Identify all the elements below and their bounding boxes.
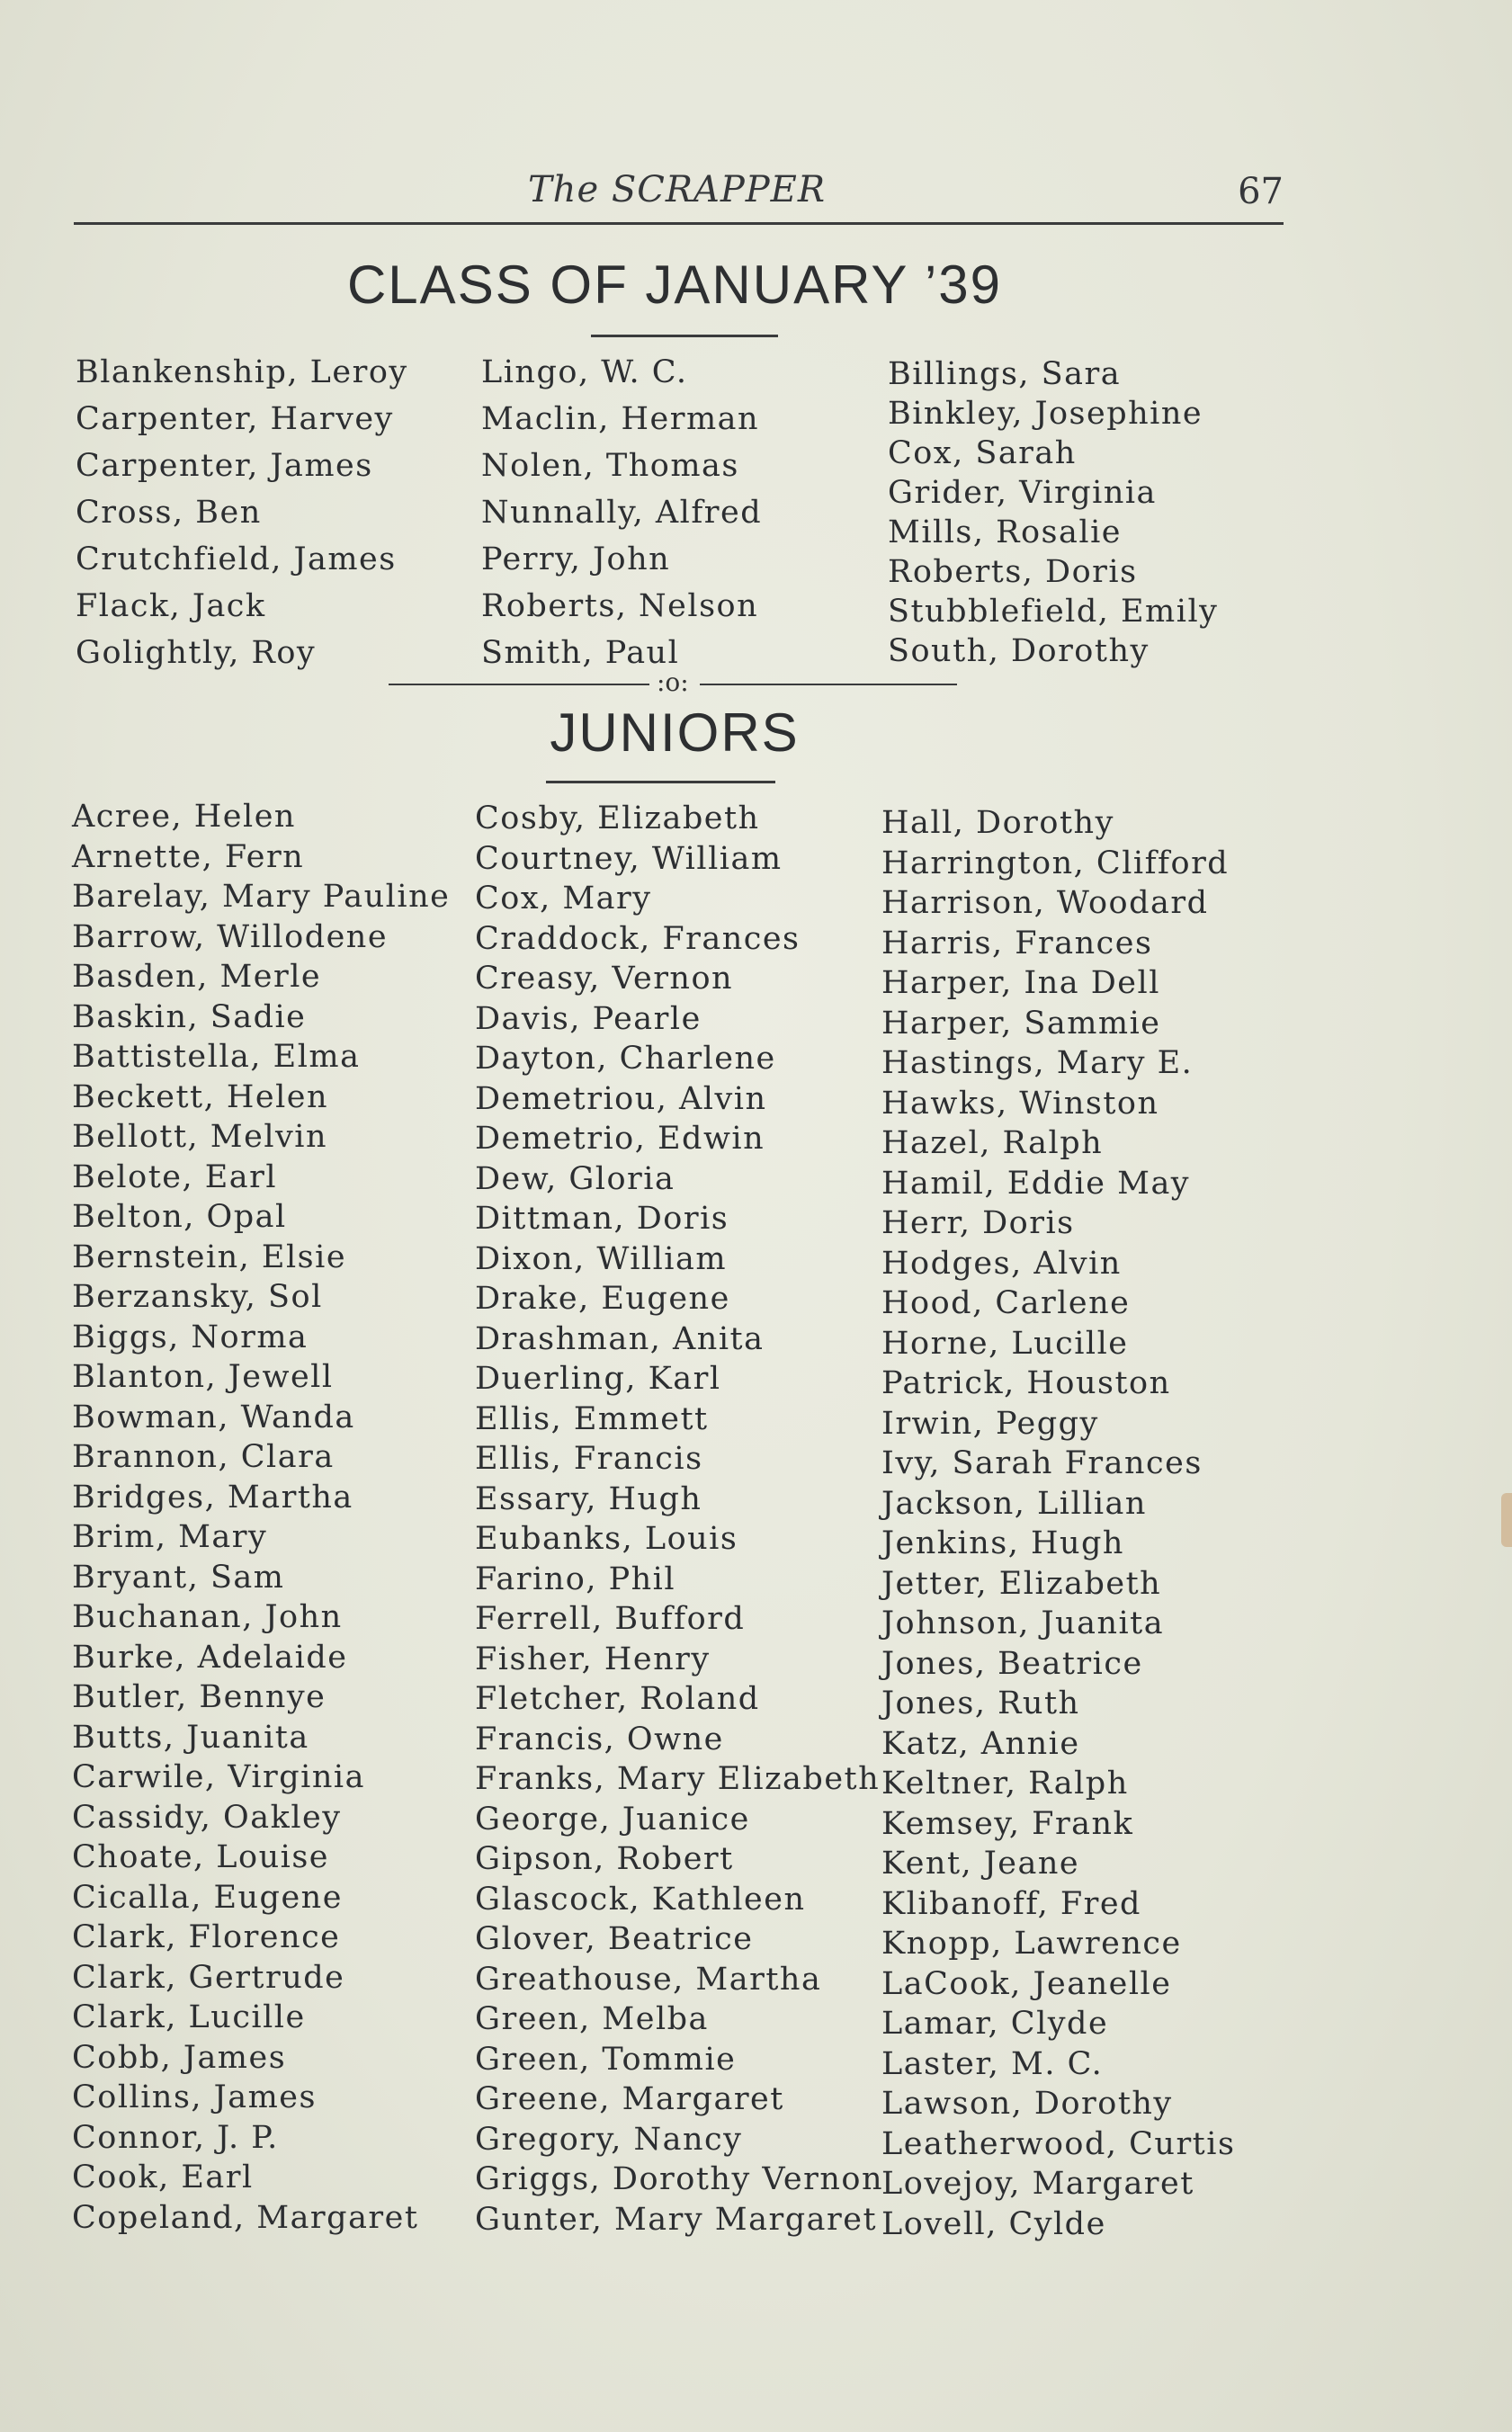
header-rule <box>74 222 1284 225</box>
name-entry: Griggs, Dorothy Vernon <box>475 2161 884 2197</box>
juniors-column-3 <box>881 803 1235 2244</box>
name-entry: Barelay, Mary Pauline <box>72 879 451 915</box>
name-entry: Cassidy, Oakley <box>72 1799 342 1836</box>
name-entry: Cicalla, Eugene <box>72 1879 343 1916</box>
name-entry: Butler, Bennye <box>72 1679 327 1715</box>
name-entry: Demetriou, Alvin <box>475 1080 767 1117</box>
name-entry: Gipson, Robert <box>475 1841 734 1877</box>
name-entry: Horne, Lucille <box>881 1325 1129 1362</box>
name-entry: Carpenter, James <box>76 448 373 484</box>
name-entry: Harper, Sammie <box>881 1005 1161 1042</box>
name-entry: Clark, Lucille <box>72 1999 306 2035</box>
name-entry: Francis, Owne <box>475 1721 724 1757</box>
name-entry: Cobb, James <box>72 2039 287 2076</box>
name-entry: Hodges, Alvin <box>881 1245 1122 1282</box>
name-entry: Blankenship, Leroy <box>76 354 408 390</box>
separator-line-right <box>700 684 957 685</box>
name-entry: Basden, Merle <box>72 959 322 995</box>
page-number: 67 <box>1238 171 1284 212</box>
name-entry: Dittman, Doris <box>475 1201 729 1237</box>
name-entry: Smith, Paul <box>481 635 680 671</box>
juniors-column-2 <box>475 799 883 2240</box>
name-entry: Bellott, Melvin <box>72 1119 328 1155</box>
name-entry: Butts, Juanita <box>72 1719 309 1756</box>
separator-line-left <box>389 684 649 685</box>
name-entry: Greene, Margaret <box>475 2081 784 2117</box>
name-entry: Lovejoy, Margaret <box>881 2166 1194 2202</box>
name-entry: Glascock, Kathleen <box>475 1881 806 1918</box>
name-entry: Roberts, Doris <box>888 554 1138 590</box>
name-entry: Johnson, Juanita <box>881 1605 1165 1641</box>
name-entry: George, Juanice <box>475 1801 750 1837</box>
name-entry: Gregory, Nancy <box>475 2121 743 2158</box>
name-entry: Essary, Hugh <box>475 1480 702 1517</box>
name-entry: Cross, Ben <box>76 495 262 531</box>
name-entry: Carpenter, Harvey <box>76 401 394 437</box>
name-entry: Drake, Eugene <box>475 1281 730 1317</box>
juniors-column-1 <box>72 797 450 2238</box>
name-entry: Brim, Mary <box>72 1519 268 1555</box>
name-entry: Katz, Annie <box>881 1725 1080 1762</box>
name-entry: Klibanoff, Fred <box>881 1885 1141 1922</box>
name-entry: Perry, John <box>481 541 671 577</box>
separator-mark: :o: <box>657 667 689 697</box>
name-entry: Lawson, Dorothy <box>881 2086 1173 2122</box>
name-entry: Hawks, Winston <box>881 1085 1159 1122</box>
name-entry: Harrington, Clifford <box>881 845 1230 881</box>
name-entry: Gunter, Mary Margaret <box>475 2201 878 2238</box>
name-entry: Battistella, Elma <box>72 1039 361 1075</box>
name-entry: Kemsey, Frank <box>881 1805 1134 1842</box>
name-entry: Cook, Earl <box>72 2159 254 2195</box>
name-entry: Duerling, Karl <box>475 1361 721 1397</box>
juniors-section-title: JUNIORS <box>550 702 800 763</box>
name-entry: Glover, Beatrice <box>475 1921 754 1957</box>
class-column-3 <box>888 354 1218 671</box>
class-section-title: CLASS OF JANUARY ’39 <box>346 255 1003 315</box>
name-entry: Grider, Virginia <box>888 475 1157 511</box>
name-entry: Barrow, Willodene <box>72 918 389 955</box>
name-entry: Cox, Sarah <box>888 435 1077 471</box>
name-entry: Clark, Gertrude <box>72 1959 345 1996</box>
name-entry: Drashman, Anita <box>475 1320 765 1357</box>
publication-title: The SCRAPPER <box>528 169 826 210</box>
name-entry: Stubblefield, Emily <box>888 594 1219 630</box>
class-column-2 <box>481 349 762 676</box>
name-entry: Binkley, Josephine <box>888 396 1203 432</box>
name-entry: Connor, J. P. <box>72 2119 279 2156</box>
name-entry: Nolen, Thomas <box>481 448 739 484</box>
name-entry: Hall, Dorothy <box>881 805 1114 841</box>
name-entry: Demetrio, Edwin <box>475 1121 765 1157</box>
name-entry: Patrick, Houston <box>881 1365 1171 1401</box>
section-separator <box>389 667 957 697</box>
name-entry: Harrison, Woodard <box>881 885 1209 921</box>
name-entry: Copeland, Margaret <box>72 2199 419 2236</box>
class-title-rule <box>591 335 778 337</box>
name-entry: Keltner, Ralph <box>881 1766 1129 1802</box>
name-entry: Fletcher, Roland <box>475 1681 760 1717</box>
name-entry: Golightly, Roy <box>76 635 317 671</box>
name-entry: Hastings, Mary E. <box>881 1045 1194 1081</box>
running-header <box>74 169 1284 219</box>
name-entry: Belote, Earl <box>72 1158 278 1195</box>
name-entry: Cox, Mary <box>475 881 652 916</box>
name-entry: Ellis, Emmett <box>475 1400 709 1437</box>
name-entry: Buchanan, John <box>72 1599 343 1635</box>
name-entry: Lingo, W. C. <box>481 354 688 390</box>
name-entry: Harper, Ina Dell <box>881 965 1160 1001</box>
page-edge-stain <box>1501 1493 1512 1547</box>
name-entry: Bryant, Sam <box>72 1559 285 1596</box>
name-entry: Maclin, Herman <box>481 401 760 437</box>
name-entry: Flack, Jack <box>76 588 266 624</box>
class-column-1 <box>76 349 408 676</box>
name-entry: Lovell, Cylde <box>881 2205 1106 2242</box>
name-entry: Blanton, Jewell <box>72 1359 334 1395</box>
name-entry: Fisher, Henry <box>475 1641 711 1677</box>
name-entry: Dixon, William <box>475 1240 728 1277</box>
name-entry: Hamil, Eddie May <box>881 1165 1191 1202</box>
name-entry: Berzansky, Sol <box>72 1279 323 1315</box>
name-entry: Jenkins, Hugh <box>881 1525 1124 1561</box>
name-entry: Bridges, Martha <box>72 1479 353 1516</box>
name-entry: Irwin, Peggy <box>881 1405 1099 1442</box>
name-entry: Choate, Louise <box>72 1839 330 1875</box>
name-entry: LaCook, Jeanelle <box>881 1965 1172 2002</box>
name-entry: Knopp, Lawrence <box>881 1926 1182 1962</box>
name-entry: Belton, Opal <box>72 1199 287 1235</box>
juniors-title-rule <box>546 781 775 783</box>
name-entry: Courtney, William <box>475 840 783 877</box>
name-entry: Green, Tommie <box>475 2041 737 2078</box>
name-entry: Nunnally, Alfred <box>481 495 763 531</box>
name-entry: Biggs, Norma <box>72 1319 309 1355</box>
name-entry: Herr, Doris <box>881 1205 1075 1241</box>
name-entry: Bowman, Wanda <box>72 1399 355 1435</box>
name-entry: Laster, M. C. <box>881 2045 1104 2082</box>
name-entry: South, Dorothy <box>888 633 1150 669</box>
name-entry: Billings, Sara <box>888 356 1122 392</box>
name-entry: Jackson, Lillian <box>881 1485 1147 1522</box>
name-entry: Leatherwood, Curtis <box>881 2125 1236 2162</box>
name-entry: Burke, Adelaide <box>72 1639 348 1676</box>
name-entry: Roberts, Nelson <box>481 588 759 624</box>
name-entry: Jones, Ruth <box>881 1685 1080 1721</box>
name-entry: Eubanks, Louis <box>475 1521 738 1557</box>
name-entry: Crutchfield, James <box>76 541 397 577</box>
name-entry: Farino, Phil <box>475 1560 676 1597</box>
name-entry: Davis, Pearle <box>475 1000 702 1037</box>
name-entry: Lamar, Clyde <box>881 2006 1109 2042</box>
name-entry: Dayton, Charlene <box>475 1041 776 1077</box>
name-entry: Collins, James <box>72 2079 317 2115</box>
name-entry: Acree, Helen <box>72 799 296 835</box>
name-entry: Jetter, Elizabeth <box>881 1565 1162 1602</box>
name-entry: Ellis, Francis <box>475 1441 703 1477</box>
name-entry: Mills, Rosalie <box>888 514 1122 550</box>
name-entry: Cosby, Elizabeth <box>475 800 760 836</box>
name-entry: Clark, Florence <box>72 1919 341 1955</box>
name-entry: Harris, Frances <box>881 925 1153 961</box>
name-entry: Dew, Gloria <box>475 1160 675 1197</box>
name-entry: Greathouse, Martha <box>475 1961 822 1998</box>
name-entry: Baskin, Sadie <box>72 998 307 1035</box>
name-entry: Jones, Beatrice <box>881 1645 1143 1682</box>
name-entry: Franks, Mary Elizabeth <box>475 1761 881 1797</box>
name-entry: Creasy, Vernon <box>475 961 734 997</box>
name-entry: Hazel, Ralph <box>881 1125 1104 1161</box>
name-entry: Brannon, Clara <box>72 1439 335 1475</box>
name-entry: Arnette, Fern <box>72 838 305 875</box>
name-entry: Kent, Jeane <box>881 1846 1080 1882</box>
name-entry: Hood, Carlene <box>881 1285 1131 1321</box>
name-entry: Green, Melba <box>475 2001 709 2037</box>
name-entry: Bernstein, Elsie <box>72 1238 347 1275</box>
name-entry: Ivy, Sarah Frances <box>881 1445 1203 1481</box>
name-entry: Beckett, Helen <box>72 1078 329 1115</box>
name-entry: Carwile, Virginia <box>72 1759 365 1795</box>
name-entry: Craddock, Frances <box>475 920 801 957</box>
name-entry: Ferrell, Bufford <box>475 1601 746 1637</box>
